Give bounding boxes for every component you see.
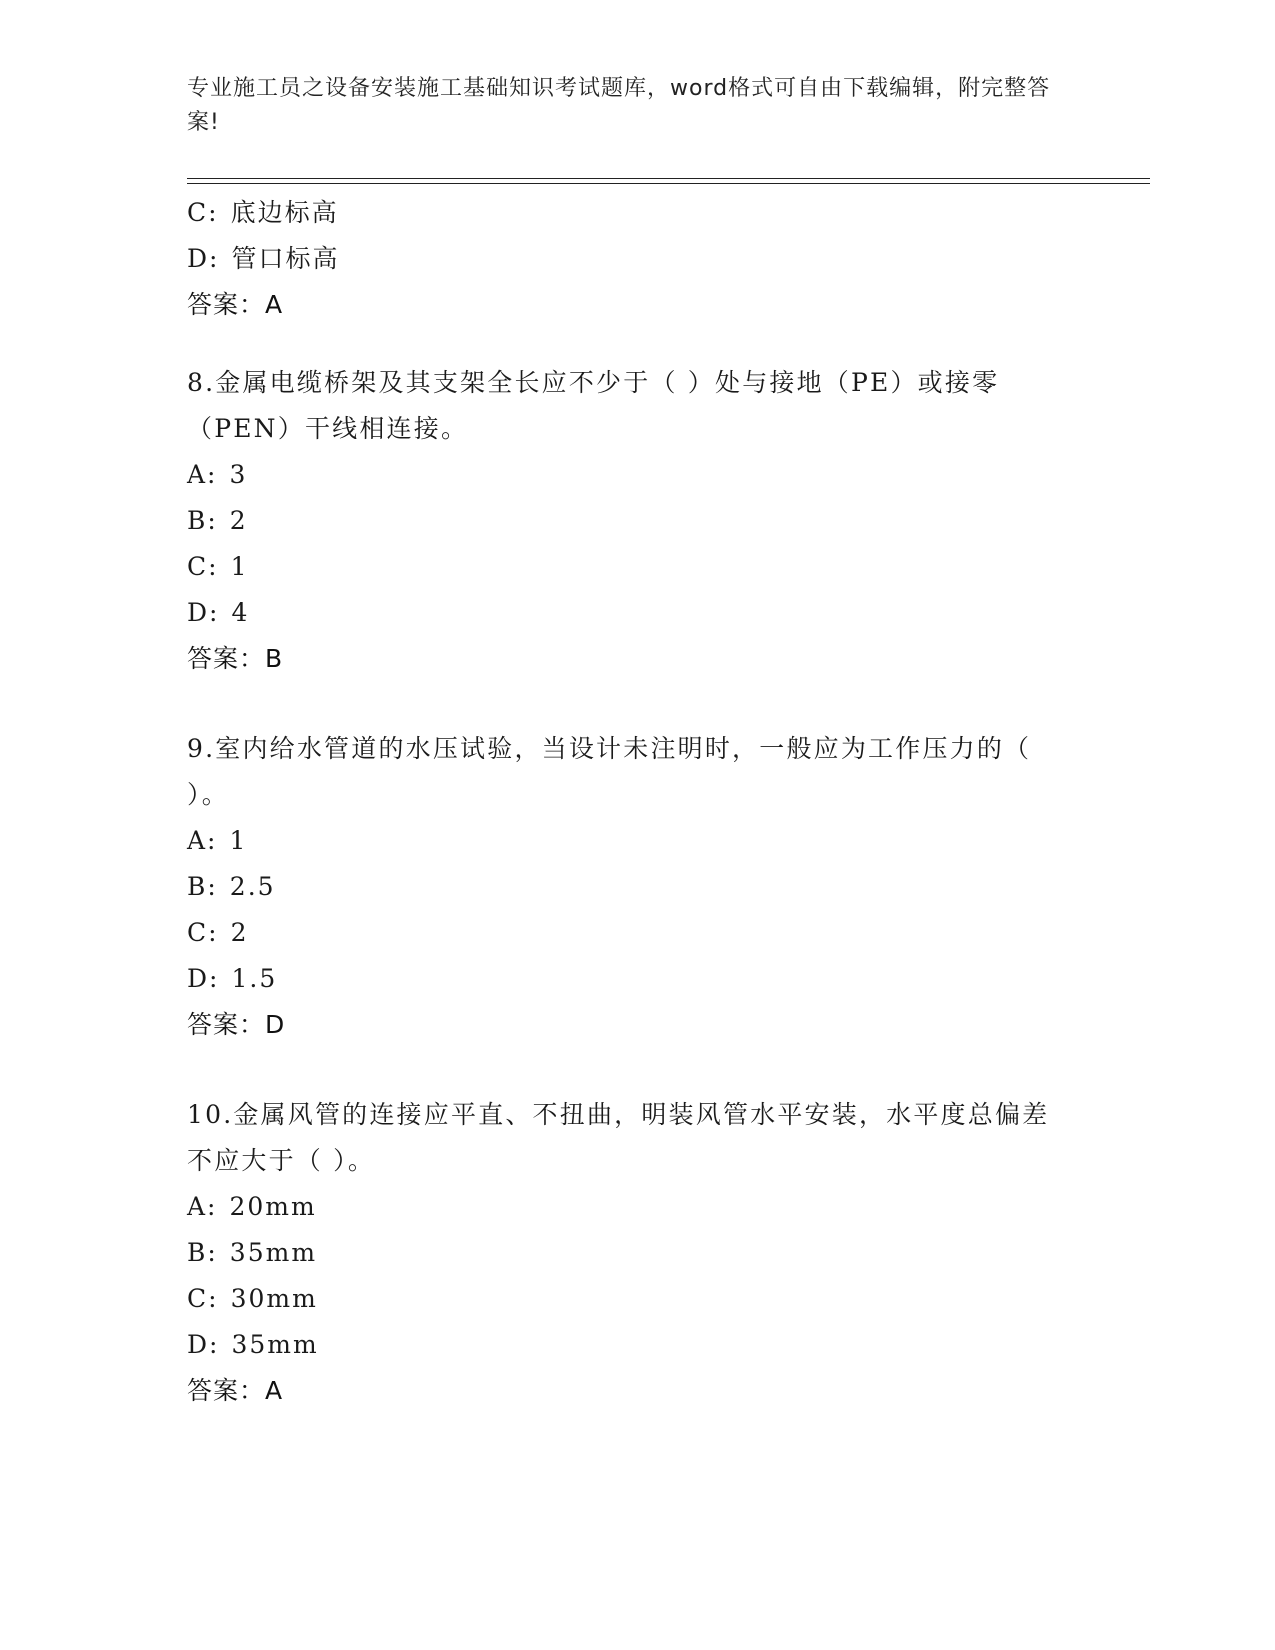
- option-d: [187, 956, 1107, 1002]
- option-d: [187, 1322, 1107, 1368]
- option-letter: D:: [187, 964, 220, 993]
- question-stem: 9.室内给水管道的水压试验，当设计未注明时，一般应为工作压力的（ ）。: [187, 734, 1032, 809]
- option-letter: B:: [187, 872, 218, 901]
- option-c: [187, 1276, 1107, 1322]
- question-9: [187, 726, 1107, 1048]
- option-text: 35mm: [229, 1238, 318, 1267]
- option-d: [187, 236, 1107, 282]
- option-text: 底边标高: [230, 198, 339, 227]
- option-text: 35mm: [231, 1330, 319, 1359]
- option-a: [187, 818, 1107, 864]
- option-letter: B:: [187, 506, 218, 535]
- option-text: 3: [229, 460, 248, 489]
- option-letter: A:: [187, 1192, 218, 1221]
- option-text: 2.5: [229, 872, 276, 901]
- option-a: [187, 452, 1107, 498]
- option-text: 1.5: [231, 964, 278, 993]
- question-stem: 10.金属风管的连接应平直、不扭曲，明装风管水平安装，水平度总偏差不应大于（ ）。: [187, 1100, 1050, 1175]
- previous-question-tail: [187, 190, 1107, 328]
- option-text: 4: [231, 598, 250, 627]
- option-letter: D:: [187, 244, 220, 273]
- option-text: 管口标高: [231, 244, 340, 273]
- option-c: [187, 190, 1107, 236]
- answer-line: 答案：A: [187, 290, 284, 319]
- option-letter: C:: [187, 918, 219, 947]
- option-letter: B:: [187, 1238, 218, 1267]
- option-letter: D:: [187, 1330, 220, 1359]
- option-text: 2: [229, 506, 248, 535]
- option-letter: C:: [187, 552, 219, 581]
- option-d: [187, 590, 1107, 636]
- option-c: [187, 910, 1107, 956]
- option-c: [187, 544, 1107, 590]
- option-b: [187, 1230, 1107, 1276]
- option-text: 2: [230, 918, 249, 947]
- option-b: [187, 498, 1107, 544]
- option-letter: A:: [187, 460, 218, 489]
- option-a: [187, 1184, 1107, 1230]
- answer-line: 答案：D: [187, 1010, 286, 1039]
- answer-line: 答案：A: [187, 1376, 284, 1405]
- option-text: 1: [230, 552, 249, 581]
- page-header: 专业施工员之设备安装施工基础知识考试题库，word格式可自由下载编辑，附完整答案!: [187, 76, 1051, 135]
- question-list: [187, 360, 1107, 1458]
- header-divider-top: [187, 178, 1150, 179]
- question-stem: 8.金属电缆桥架及其支架全长应不少于（ ）处与接地（PE）或接零（PEN）干线相连接。: [187, 368, 1000, 443]
- option-letter: D:: [187, 598, 220, 627]
- answer-line: 答案：B: [187, 644, 284, 673]
- option-letter: C:: [187, 1284, 219, 1313]
- option-b: [187, 864, 1107, 910]
- option-letter: C:: [187, 198, 219, 227]
- question-10: [187, 1092, 1107, 1414]
- option-letter: A:: [187, 826, 218, 855]
- option-text: 1: [229, 826, 248, 855]
- option-text: 20mm: [229, 1192, 317, 1221]
- header-divider-bottom: [187, 183, 1150, 184]
- option-text: 30mm: [230, 1284, 318, 1313]
- question-8: [187, 360, 1107, 682]
